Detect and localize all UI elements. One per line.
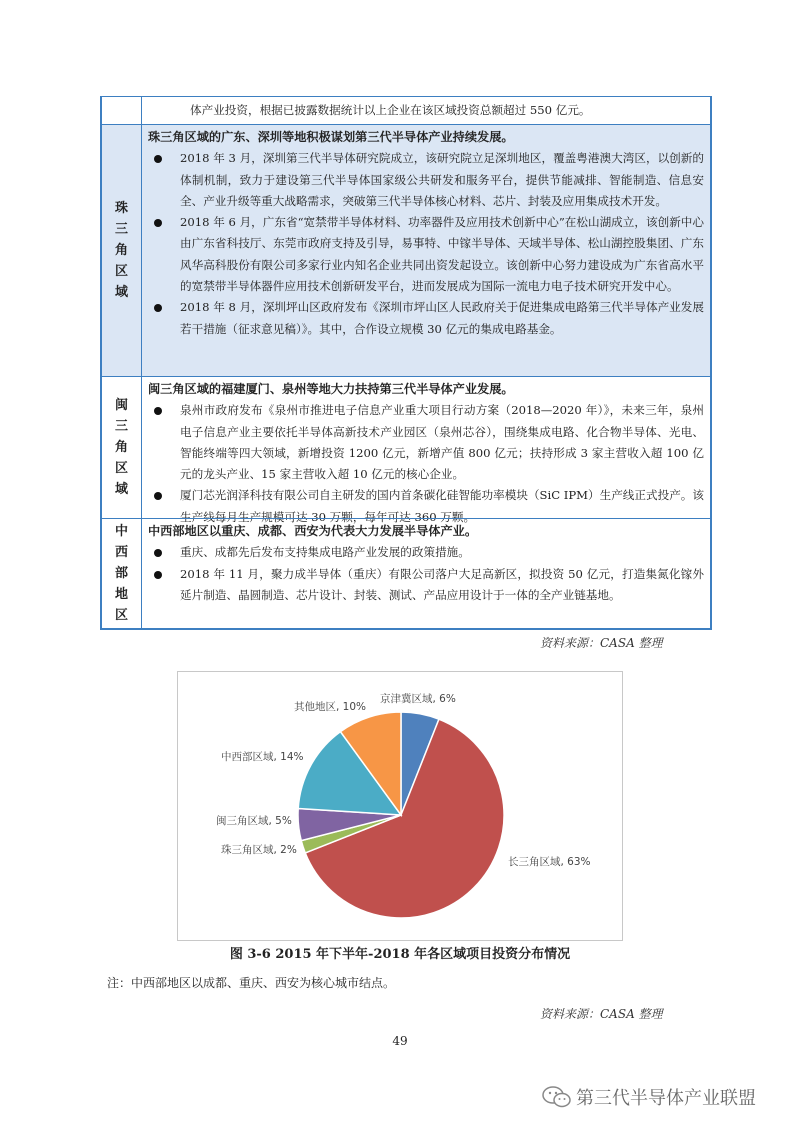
row-content-min-san-jiao (142, 377, 710, 524)
pie-label: 京津冀区域, 6% (380, 693, 456, 705)
list-item: 2018 年 11 月，聚力成半导体（重庆）有限公司落户大足高新区，拟投资 50 亿元，打造集氮化镓外延片制造、晶圆制造、芯片设计、封装、测试、产品应用设计于一体的全产业链基地。 (148, 564, 704, 607)
pie-chart-frame (177, 671, 623, 941)
row-label-char: 闽 (114, 398, 128, 413)
row-label-char: 珠 (114, 201, 128, 216)
row-label-char: 三 (114, 419, 128, 434)
pie-chart (178, 672, 622, 940)
row-label-char: 三 (114, 222, 128, 237)
pie-label: 中西部区域, 14% (221, 751, 304, 763)
source-note-2: 资料来源：CASA 整理 (540, 1007, 663, 1021)
row-content-zhu-san-jiao (142, 125, 710, 376)
row-label-char: 角 (114, 243, 128, 258)
table-row-continued (102, 96, 710, 124)
figure-note: 注：中西部地区以成都、重庆、西安为核心城市结点。 (107, 976, 396, 990)
row-label-char: 西 (114, 545, 128, 560)
list-item: 2018 年 6 月，广东省“宽禁带半导体材料、功率器件及应用技术创新中心”在松山湖成立，该创新中心由广东省科技厅、东莞市政府支持及引导，易事特、中镓半导体、天域半导体、松山湖控股集团、广东风华高科股份有限公司多家行业内知名企业共同出资发起设立。该创新中心努力建设成为广东省高水平的宽禁带半导体器件应用技术创新研发平台，进而发展成为国际一流电力电子技术研究开发中心。 (148, 212, 704, 297)
row-label-min-san-jiao (102, 377, 142, 518)
list-item: 厦门芯光润泽科技有限公司自主研发的国内首条碳化硅智能功率模块（SiC IPM）生产线正式投产。该生产线每月生产规模可达 30 万颗，每年可达 360 万颗。 (148, 485, 704, 528)
page-number: 49 (392, 1034, 408, 1048)
row-label-char: 区 (114, 264, 128, 279)
figure-caption: 图 3-6 2015 年下半年-2018 年各区域项目投资分布情况 (229, 947, 571, 962)
bullet-icon (154, 155, 162, 163)
pie-label: 闽三角区域, 5% (216, 815, 292, 827)
row-label-char: 部 (114, 566, 128, 581)
row-label-char: 区 (114, 608, 128, 623)
pie-label: 长三角区域, 63% (508, 856, 591, 868)
continued-text: 体产业投资，根据已披露数据统计以上企业在该区域投资总额超过 550 亿元。 (190, 103, 591, 117)
watermark (542, 1084, 756, 1110)
row-heading: 闽三角区域的福建厦门、泉州等地大力扶持第三代半导体产业发展。 (148, 382, 514, 396)
row-label-char: 角 (114, 440, 128, 455)
row-heading: 中西部地区以重庆、成都、西安为代表大力发展半导体产业。 (148, 524, 478, 538)
bullet-icon (154, 492, 162, 500)
table-row-zhu-san-jiao (102, 124, 710, 376)
row-content-zhong-xi-bu (142, 519, 710, 628)
bullet-icon (154, 407, 162, 415)
list-item: 2018 年 8 月，深圳坪山区政府发布《深圳市坪山区人民政府关于促进集成电路第三代半导体产业发展若干措施（征求意见稿）》。其中，合作设立规模 30 亿元的集成电路基金。 (148, 297, 704, 340)
row-heading: 珠三角区域的广东、深圳等地积极谋划第三代半导体产业持续发展。 (148, 130, 514, 144)
row-label-char: 区 (114, 461, 128, 476)
row-label-char: 域 (114, 285, 128, 300)
row-label-empty (102, 97, 142, 124)
row-label-char: 地 (114, 587, 128, 602)
pie-label: 其他地区, 10% (294, 701, 367, 713)
row-label-zhu-san-jiao (102, 125, 142, 376)
list-item: 泉州市政府发布《泉州市推进电子信息产业重大项目行动方案（2018—2020 年）》，未来三年，泉州电子信息产业主要依托半导体高新技术产业园区（泉州芯谷），围绕集成电路、化合物半导体、光电、智能终端等四大领域，新增投资 1200 亿元，新增产值 800 亿元；扶持形成 3 家主营收入超 100 亿元的龙头产业、15 家主营收入超 10 亿元的核心企业。 (148, 400, 704, 485)
row-label-zhong-xi-bu (102, 519, 142, 628)
row-label-char: 域 (114, 482, 128, 497)
bullet-icon (154, 304, 162, 312)
watermark-text: 第三代半导体产业联盟 (576, 1088, 756, 1109)
source-note: 资料来源：CASA 整理 (540, 636, 663, 650)
wechat-icon (542, 1086, 572, 1108)
table-row-zhong-xi-bu (102, 518, 710, 630)
bullet-icon (154, 549, 162, 557)
list-item: 重庆、成都先后发布支持集成电路产业发展的政策措施。 (148, 542, 704, 563)
pie-label: 珠三角区域, 2% (221, 844, 297, 856)
bullet-icon (154, 219, 162, 227)
list-item: 2018 年 3 月，深圳第三代半导体研究院成立，该研究院立足深圳地区，覆盖粤港澳大湾区，以创新的体制机制，致力于建设第三代半导体国家级公共研发和服务平台，提供节能减排、智能制造、信息安全、产业升级等重大战略需求，突破第三代半导体核心材料、芯片、封装及应用集成技术开发。 (148, 148, 704, 212)
row-label-char: 中 (114, 524, 128, 539)
bullet-icon (154, 571, 162, 579)
region-table (100, 96, 712, 630)
table-row-min-san-jiao (102, 376, 710, 524)
